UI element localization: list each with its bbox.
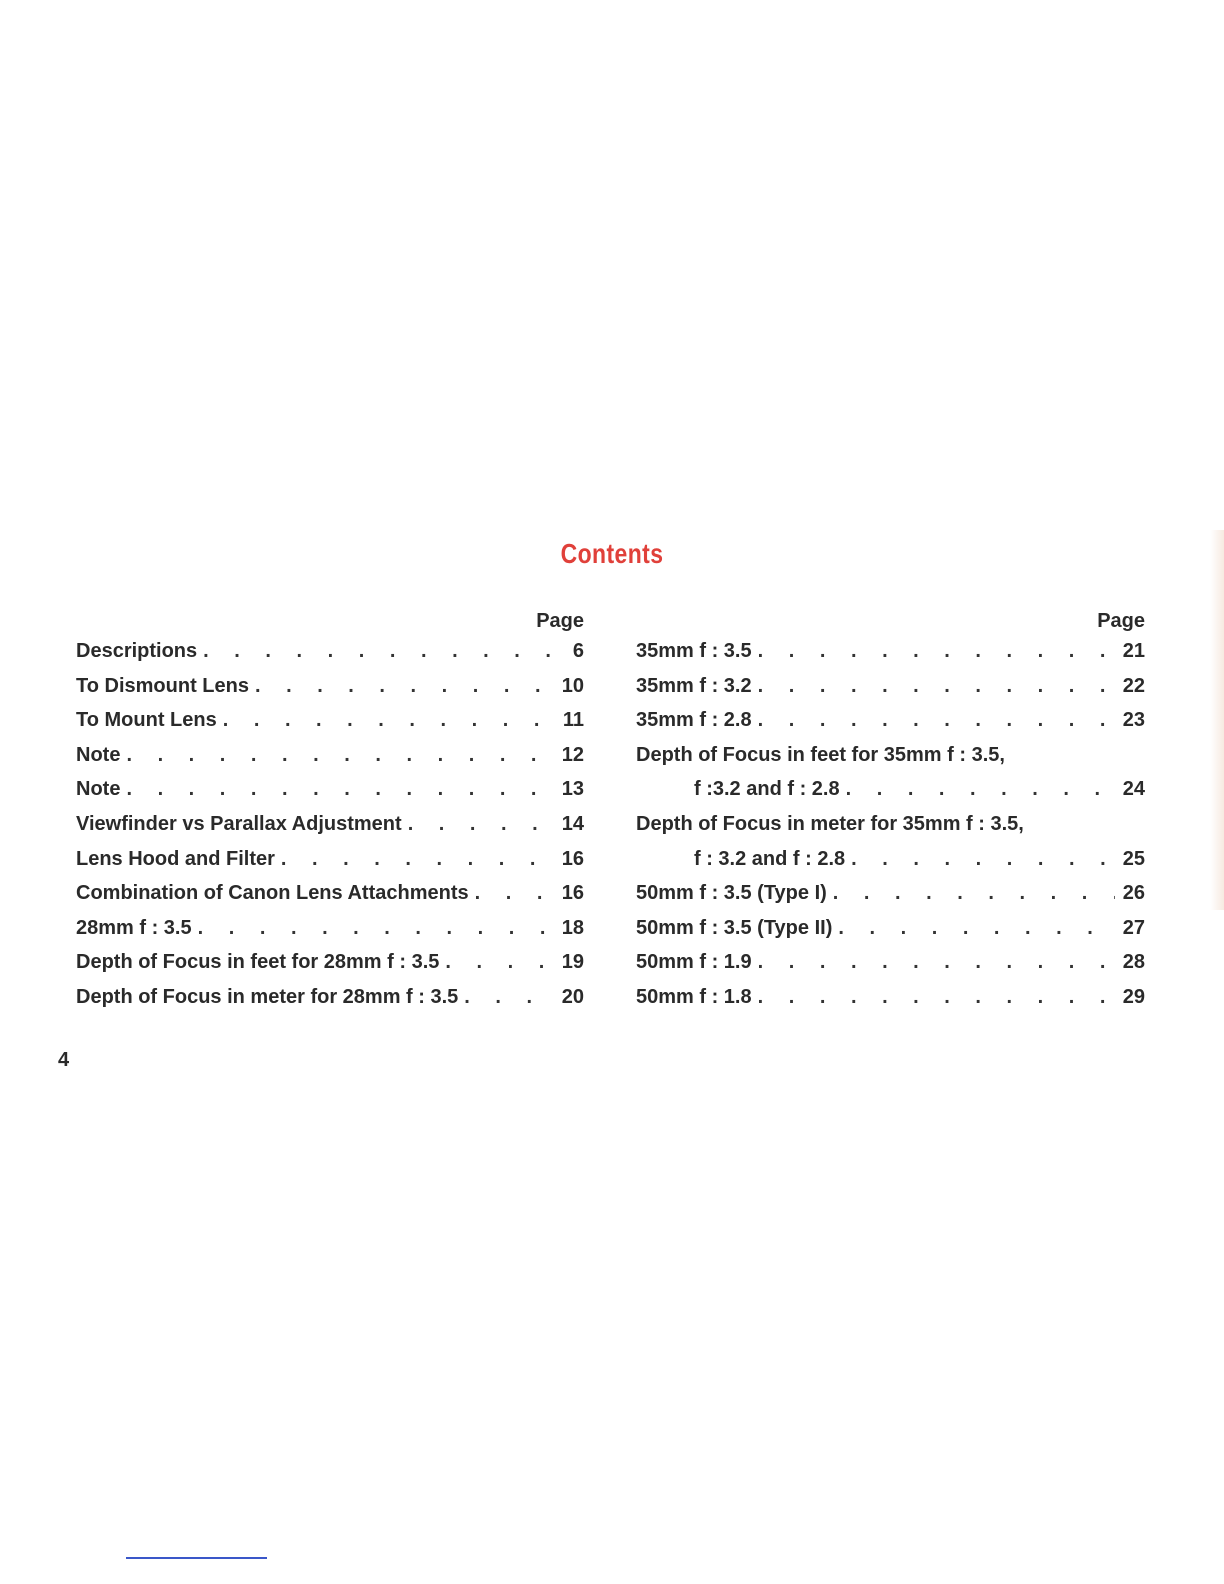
toc-entry-label: f :3.2 and f : 2.8 xyxy=(694,778,840,801)
toc-entry-label: Depth of Focus in feet for 35mm f : 3.5, xyxy=(636,743,1005,766)
toc-entry-page: 14 xyxy=(561,812,584,835)
dot-leader xyxy=(203,634,554,669)
toc-entry-page: 19 xyxy=(561,951,584,974)
dot-leader xyxy=(223,703,554,738)
underline-mark xyxy=(126,1557,267,1559)
toc-entry-page: 11 xyxy=(562,709,584,732)
toc-entry-page: 25 xyxy=(1122,847,1145,870)
toc-entry-label: Note xyxy=(76,778,121,801)
toc-entry-page: 23 xyxy=(1122,709,1145,732)
toc-entry-label: Descriptions xyxy=(76,640,198,662)
toc-entry xyxy=(76,876,584,911)
toc-entry xyxy=(76,945,584,980)
toc-entry-label: Viewfinder vs Parallax Adjustment xyxy=(76,812,402,835)
toc-entry-page: 13 xyxy=(561,778,584,801)
toc-entry-page: 16 xyxy=(561,847,584,870)
scan-edge-shadow xyxy=(1210,530,1224,910)
toc-entry-page: 21 xyxy=(1122,640,1145,662)
toc-entry xyxy=(636,911,1145,946)
toc-entry-label: 50mm f : 1.8 xyxy=(636,985,752,1008)
toc-entry-page: 22 xyxy=(1122,674,1145,697)
toc-entry-label: 28mm f : 3.5 xyxy=(76,916,192,939)
toc-entry xyxy=(76,738,584,773)
toc-entry-label: 50mm f : 3.5 (Type I) xyxy=(636,882,827,905)
toc-entry-page: 16 xyxy=(561,882,584,905)
dot-leader xyxy=(758,703,1115,738)
dot-leader xyxy=(464,980,554,1015)
page-column-heading: Page xyxy=(536,610,584,632)
toc-entry xyxy=(76,772,584,807)
dot-leader xyxy=(255,669,554,704)
dot-leader xyxy=(851,842,1115,877)
toc-entry-page: 27 xyxy=(1122,916,1145,939)
toc-entry-label: f : 3.2 and f : 2.8 xyxy=(694,847,846,870)
toc-entry-label: 35mm f : 2.8 xyxy=(636,709,752,732)
dot-leader xyxy=(833,876,1115,911)
dot-leader xyxy=(475,876,554,911)
dot-leader xyxy=(126,738,554,773)
toc-entry xyxy=(76,911,584,946)
toc-entry-page: 18 xyxy=(561,916,584,939)
toc-entry-page: 28 xyxy=(1122,951,1145,974)
toc-entry xyxy=(636,876,1145,911)
dot-leader xyxy=(758,980,1115,1015)
toc-entry xyxy=(636,842,1145,877)
dot-leader xyxy=(445,945,554,980)
toc-entry xyxy=(76,980,584,1015)
toc-entry xyxy=(76,634,584,669)
toc-entry xyxy=(636,703,1145,738)
toc-entry-label: 35mm f : 3.2 xyxy=(636,674,752,697)
toc-entry xyxy=(636,772,1145,807)
dot-leader xyxy=(408,807,554,842)
page-number: 4 xyxy=(58,1049,70,1071)
toc-entry-label: To Dismount Lens xyxy=(76,674,249,697)
toc-entry xyxy=(76,703,584,738)
toc-entry xyxy=(76,842,584,877)
toc-entry-continued xyxy=(636,738,1145,773)
toc-entry-page: 29 xyxy=(1122,985,1145,1008)
dot-leader xyxy=(758,945,1115,980)
toc-entry xyxy=(636,980,1145,1015)
toc-entry-label: Depth of Focus in feet for 28mm f : 3.5 xyxy=(76,951,440,974)
dot-leader xyxy=(846,772,1115,807)
contents-column-left xyxy=(76,608,584,1015)
toc-entry-page: 10 xyxy=(561,674,584,697)
dot-leader xyxy=(198,911,554,946)
page-column-heading: Page xyxy=(1097,610,1145,632)
dot-leader xyxy=(758,669,1115,704)
dot-leader xyxy=(126,772,554,807)
toc-entry-page: 20 xyxy=(561,985,584,1008)
dot-leader xyxy=(758,634,1115,669)
toc-entry xyxy=(76,807,584,842)
toc-entry-label: Lens Hood and Filter xyxy=(76,847,275,870)
toc-entry-label: To Mount Lens xyxy=(76,709,217,732)
toc-entry-page: 24 xyxy=(1122,778,1145,801)
toc-entry-label: 50mm f : 3.5 (Type II) xyxy=(636,916,833,939)
toc-entry xyxy=(636,669,1145,704)
toc-entry xyxy=(636,634,1145,669)
toc-entry-page: 26 xyxy=(1122,882,1145,905)
toc-entry-continued xyxy=(636,807,1145,842)
contents-column-right xyxy=(636,608,1145,1015)
toc-entry-page: 12 xyxy=(561,743,584,766)
toc-entry-label: Depth of Focus in meter for 35mm f : 3.5, xyxy=(636,812,1024,835)
dot-leader xyxy=(838,911,1115,946)
dot-leader xyxy=(281,842,554,877)
toc-entry-label: Depth of Focus in meter for 28mm f : 3.5 xyxy=(76,985,459,1008)
toc-entry xyxy=(76,669,584,704)
contents-title: Contents xyxy=(560,538,664,569)
toc-entry-label: Combination of Canon Lens Attachments xyxy=(76,882,469,905)
toc-entry xyxy=(636,945,1145,980)
toc-entry-label: Note xyxy=(76,743,121,766)
toc-entry-page: 6 xyxy=(572,640,584,662)
toc-entry-label: 50mm f : 1.9 xyxy=(636,951,752,974)
toc-entry-label: 35mm f : 3.5 xyxy=(636,640,752,662)
